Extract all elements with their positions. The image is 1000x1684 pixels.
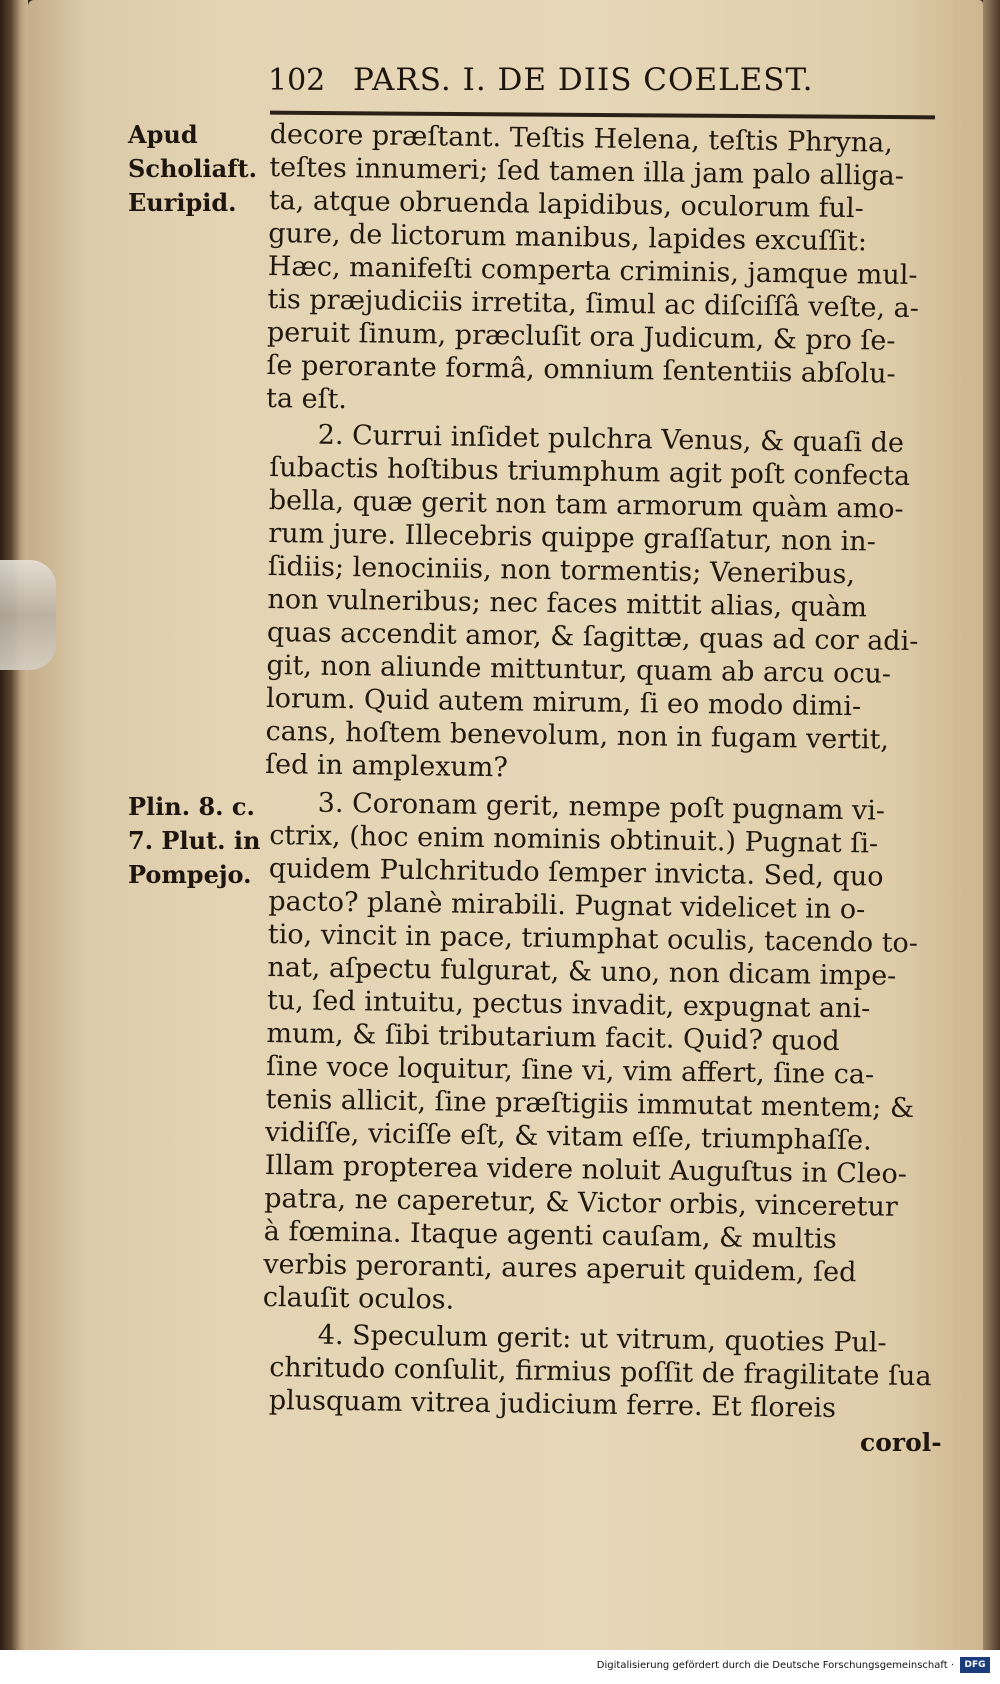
marginal-note-2 bbox=[128, 790, 268, 892]
paragraph-1 bbox=[265, 118, 940, 416]
paragraph-3 bbox=[262, 786, 940, 1316]
marginal-note-line: Apud bbox=[128, 120, 198, 149]
text-line: ſed in amplexum? bbox=[264, 748, 509, 784]
page-header bbox=[268, 62, 928, 112]
text-line: decore præſtant. Teſtis Helena, teſtis Phryna, bbox=[269, 118, 894, 159]
text-line: 4. Speculum gerit: ut vitrum, quoties Pul- bbox=[317, 1319, 887, 1359]
text-line: mum, & ſibi tributarium facit. Quid? quod bbox=[266, 1017, 840, 1057]
page-gutter bbox=[983, 0, 1000, 1650]
text-line: clauſit oculos. bbox=[262, 1281, 455, 1316]
text-line: gure, de lictorum manibus, lapides excuſſit: bbox=[268, 217, 868, 258]
marginal-note-line: Scholiaft. bbox=[128, 154, 257, 183]
text-line: pacto? planè mirabili. Pugnat videlicet in o- bbox=[268, 885, 866, 926]
marginal-note-line: Euripid. bbox=[128, 188, 237, 217]
paragraph-4 bbox=[268, 1318, 940, 1424]
marginal-note-line: 7. Plut. in bbox=[128, 826, 261, 855]
text-line: ſe perorante formâ, omnium ſententiis abſolu- bbox=[266, 349, 896, 390]
text-line: tenis allicit, ſine præſtigiis immutat mentem; & bbox=[265, 1083, 915, 1125]
text-line: teſtes innumeri; ſed tamen illa jam palo alliga- bbox=[269, 151, 905, 192]
text-line: bella, quæ gerit non tam armorum quàm amo- bbox=[268, 484, 904, 525]
text-line: chritudo conſulit, firmius poſſit de fragilitate ſua bbox=[269, 1351, 932, 1393]
text-line: ta eſt. bbox=[265, 382, 348, 416]
text-line: à fœmina. Itaque agenti cauſam, & multis bbox=[263, 1215, 837, 1255]
dfg-logo: DFG bbox=[960, 1657, 990, 1673]
text-line: ſidiis; lenociniis, non tormentis; Veneribus, bbox=[267, 550, 856, 591]
marginal-note-1 bbox=[128, 118, 268, 220]
text-line: plusquam vitrea judicium ferre. Et floreis bbox=[268, 1384, 837, 1424]
text-line: ſubactis hoſtibus triumphum agit poſt confecta bbox=[269, 451, 911, 492]
text-line: rum jure. Illecebris quippe graſſatur, non in- bbox=[268, 517, 877, 558]
text-line: ctrix, (hoc enim nominis obtinuit.) Pugnat ſi- bbox=[269, 819, 879, 860]
text-line: 3. Coronam gerit, nempe poſt pugnam vi- bbox=[317, 787, 886, 827]
catchword: corol- bbox=[860, 1428, 942, 1457]
text-line: peruit ſinum, præcluſit ora Judicum, & pro ſe- bbox=[266, 316, 896, 357]
text-line: cans, hoſtem benevolum, non in fugam vertit, bbox=[265, 715, 890, 756]
text-line: patra, ne caperetur, & Victor orbis, vinceretur bbox=[264, 1182, 898, 1223]
book-fore-edge bbox=[0, 0, 28, 1684]
text-line: quas accendit amor, & ſagittæ, quas ad cor adi- bbox=[266, 616, 919, 658]
text-line: non vulneribus; nec faces mittit alias, quàm bbox=[267, 583, 868, 624]
text-line: nat, aſpectu fulgurat, & uno, non dicam impe- bbox=[267, 951, 897, 992]
text-line: tu, ſed intuitu, pectus invadit, expugnat ani- bbox=[266, 984, 871, 1025]
digitization-credit: Digitalisierung gefördert durch die Deutsche Forschungsgemeinschaft · bbox=[596, 1660, 954, 1671]
text-line: verbis peroranti, aures aperuit quidem, ſed bbox=[263, 1248, 857, 1289]
marginal-note-line: Plin. 8. c. bbox=[128, 792, 255, 821]
text-line: tis præjudiciis irretita, ſimul ac diſciſſâ veſte, a- bbox=[267, 283, 920, 325]
marginal-note-line: Pompejo. bbox=[128, 860, 252, 889]
text-line: vidiſſe, viciſſe eſt, & vitam eſſe, triumphaſſe. bbox=[264, 1116, 872, 1157]
text-line: ta, atque obruenda lapidibus, oculorum ful- bbox=[268, 184, 865, 225]
page-clip bbox=[0, 560, 56, 670]
paragraph-2 bbox=[264, 418, 940, 784]
text-line: Hæc, manifeſti comperta criminis, jamque mul- bbox=[267, 250, 918, 292]
text-line: lorum. Quid autem mirum, ſi eo modo dimi- bbox=[265, 682, 862, 723]
text-line: tio, vincit in pace, triumphat oculis, tacendo to- bbox=[267, 918, 919, 960]
page-number: 102 bbox=[268, 63, 326, 98]
running-head: PARS. I. DE DIIS COELEST. bbox=[353, 62, 814, 98]
text-line: git, non aliunde mittuntur, quam ab arcu ocu- bbox=[266, 649, 892, 690]
text-line: 2. Currui inſidet pulchra Venus, & quaſi de bbox=[317, 419, 905, 459]
text-line: Illam propterea videre noluit Auguſtus in Cleo- bbox=[264, 1149, 908, 1190]
text-line: quidem Pulchritudo ſemper invicta. Sed, quo bbox=[268, 852, 884, 893]
text-line: ſine voce loquitur, ſine vi, vim affert, ſine ca- bbox=[265, 1050, 875, 1091]
